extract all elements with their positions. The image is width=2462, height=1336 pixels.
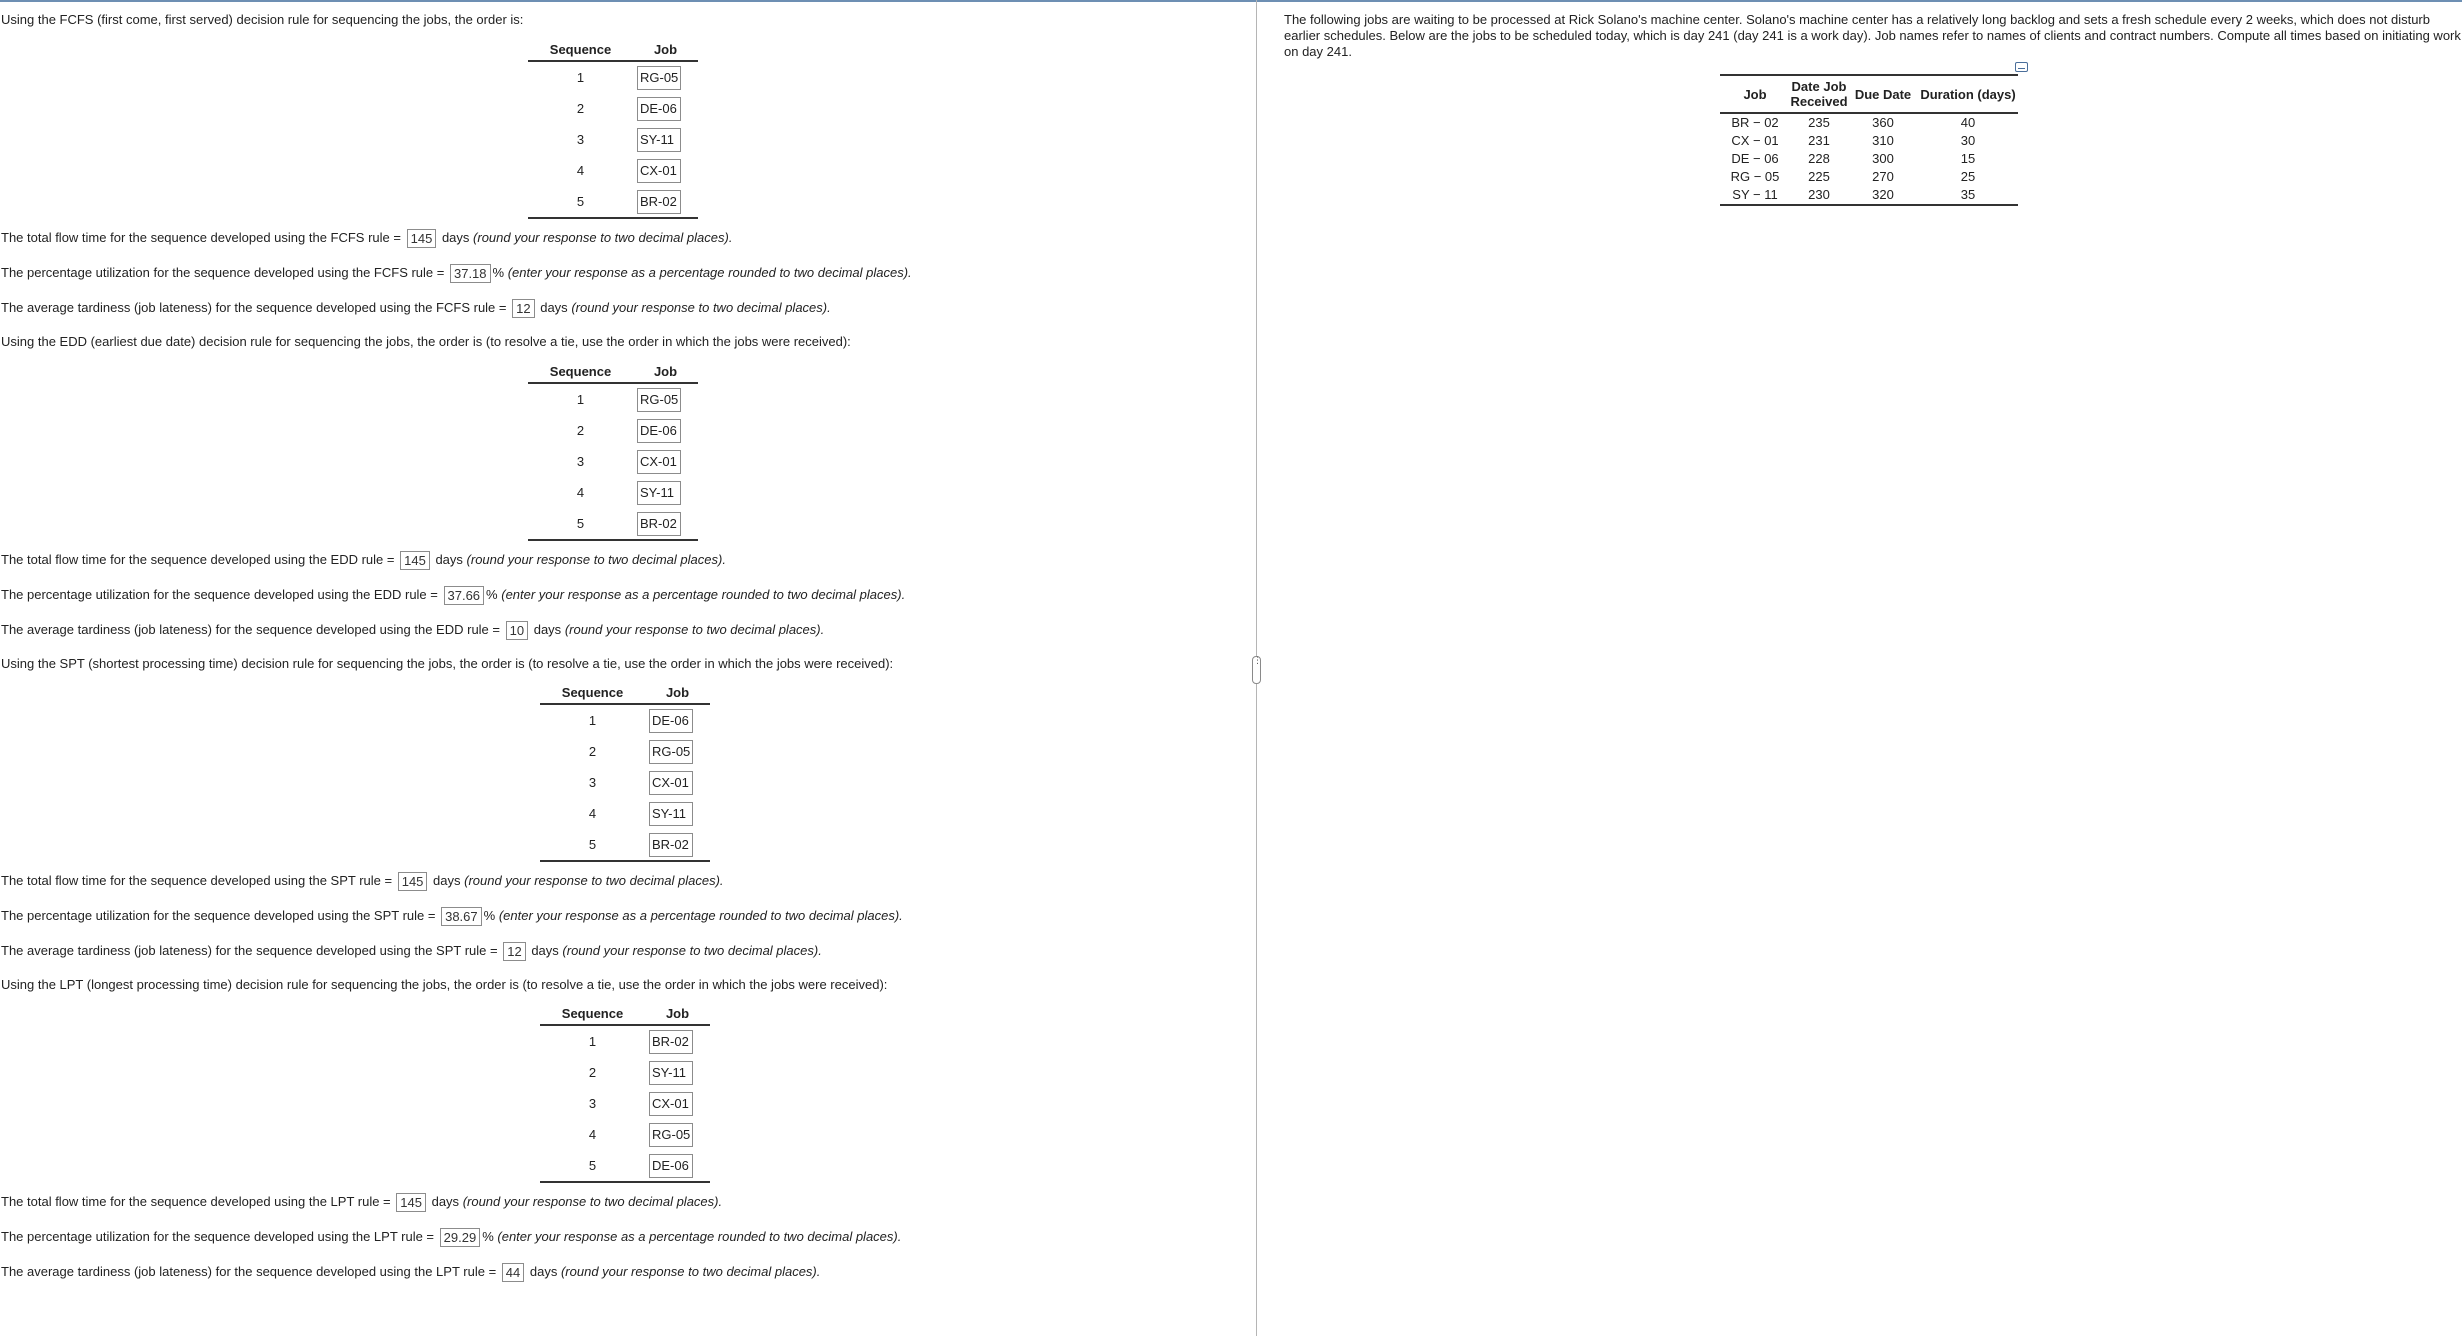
col-sequence-header: Sequence: [540, 1004, 645, 1025]
table-row: 5 BR-02: [528, 186, 698, 218]
spt-util-line: The percentage utilization for the sequence developed using the SPT rule = 38.67 % (enter your response as a percentage rounded to two decimal places).: [1, 907, 903, 924]
table-row: 1 DE-06: [540, 704, 710, 736]
col-job-header: Job: [645, 1004, 710, 1025]
fcfs-intro: Using the FCFS (first come, first served) decision rule for sequencing the jobs, the order is:: [1, 12, 524, 27]
job-answer-box[interactable]: BR-02: [637, 512, 681, 536]
lpt-flow-line: The total flow time for the sequence developed using the LPT rule = 145 days (round your response to two decimal places).: [1, 1193, 723, 1210]
table-row: 4 RG-05: [540, 1119, 710, 1150]
fcfs-util-answer[interactable]: 37.18: [450, 264, 491, 283]
job-answer-box[interactable]: CX-01: [649, 1092, 693, 1116]
table-row: 4 SY-11: [528, 477, 698, 508]
table-row: 2 RG-05: [540, 736, 710, 767]
lpt-util-line: The percentage utilization for the sequence developed using the LPT rule = 29.29 % (enter your response as a percentage rounded to two decimal places).: [1, 1228, 902, 1245]
table-row: 5 BR-02: [528, 508, 698, 540]
lpt-tardiness-line: The average tardiness (job lateness) for the sequence developed using the LPT rule = 44 days (round your response to two decimal places).: [1, 1263, 821, 1280]
table-row: 2 SY-11: [540, 1057, 710, 1088]
edd-tardiness-answer[interactable]: 10: [506, 621, 528, 640]
job-answer-box[interactable]: RG-05: [649, 740, 693, 764]
job-answer-box[interactable]: CX-01: [649, 771, 693, 795]
job-answer-box[interactable]: BR-02: [649, 1030, 693, 1054]
problem-statement: The following jobs are waiting to be processed at Rick Solano's machine center. Solano's machine center has a relatively long backlog and sets a fresh schedule every 2 weeks, which does not disturb earlier schedules. Below are the jobs to be scheduled today, which is day 241 (day 241 is a work day). Job names refer to names of clients and contract numbers. Compute all times based on initiating work on day 241.: [1284, 12, 2461, 59]
job-answer-box[interactable]: CX-01: [637, 159, 681, 183]
job-answer-box[interactable]: CX-01: [637, 450, 681, 474]
table-row: 5 DE-06: [540, 1150, 710, 1182]
table-row: 3 SY-11: [528, 124, 698, 155]
col-sequence-header: Sequence: [540, 683, 645, 704]
fcfs-util-line: The percentage utilization for the sequence developed using the FCFS rule = 37.18 % (enter your response as a percentage rounded to two decimal places).: [1, 264, 912, 281]
table-row: DE − 06 228 300 15: [1731, 151, 1976, 166]
table-row: 2 DE-06: [528, 93, 698, 124]
job-answer-box[interactable]: RG-05: [637, 388, 681, 412]
job-answer-box[interactable]: SY-11: [637, 128, 681, 152]
fcfs-flow-answer[interactable]: 145: [407, 229, 437, 248]
lpt-util-answer[interactable]: 29.29: [440, 1228, 481, 1247]
table-row: 3 CX-01: [540, 767, 710, 798]
fcfs-tardiness-answer[interactable]: 12: [512, 299, 534, 318]
col-job-header: Job: [633, 362, 698, 383]
fcfs-tardiness-line: The average tardiness (job lateness) for the sequence developed using the FCFS rule = 12 days (round your response to two decimal places).: [1, 299, 831, 316]
table-row: 1 RG-05: [528, 61, 698, 93]
lpt-intro: Using the LPT (longest processing time) decision rule for sequencing the jobs, the order is (to resolve a tie, use the order in which the jobs were received):: [1, 977, 888, 992]
table-row: 3 CX-01: [540, 1088, 710, 1119]
col-sequence-header: Sequence: [528, 40, 633, 61]
table-row: 4 SY-11: [540, 798, 710, 829]
job-answer-box[interactable]: RG-05: [649, 1123, 693, 1147]
job-answer-box[interactable]: SY-11: [649, 1061, 693, 1085]
pane-resize-handle[interactable]: ⋮: [1252, 656, 1261, 684]
table-row: CX − 01 231 310 30: [1731, 133, 1976, 148]
col-duration-header: Duration (days): [1918, 75, 2018, 113]
table-row: 1 RG-05: [528, 383, 698, 415]
edd-flow-line: The total flow time for the sequence developed using the EDD rule = 145 days (round your response to two decimal places).: [1, 551, 726, 568]
col-job-header: Job: [1720, 75, 1790, 113]
job-answer-box[interactable]: DE-06: [637, 419, 681, 443]
table-row: 4 CX-01: [528, 155, 698, 186]
edd-sequence-table: [528, 362, 698, 541]
col-sequence-header: Sequence: [528, 362, 633, 383]
job-answer-box[interactable]: RG-05: [637, 66, 681, 90]
edd-util-line: The percentage utilization for the sequence developed using the EDD rule = 37.66 % (enter your response as a percentage rounded to two decimal places).: [1, 586, 906, 603]
table-row: 1 BR-02: [540, 1025, 710, 1057]
spt-flow-answer[interactable]: 145: [398, 872, 428, 891]
job-answer-box[interactable]: BR-02: [637, 190, 681, 214]
fcfs-flow-line: The total flow time for the sequence developed using the FCFS rule = 145 days (round your response to two decimal places).: [1, 229, 733, 246]
lpt-tardiness-answer[interactable]: 44: [502, 1263, 524, 1282]
col-received-header: Date Job Received: [1790, 75, 1848, 113]
edd-tardiness-line: The average tardiness (job lateness) for the sequence developed using the EDD rule = 10 days (round your response to two decimal places).: [1, 621, 825, 638]
spt-util-answer[interactable]: 38.67: [441, 907, 482, 926]
fcfs-sequence-table: [528, 40, 698, 219]
table-row: 3 CX-01: [528, 446, 698, 477]
spt-tardiness-line: The average tardiness (job lateness) for the sequence developed using the SPT rule = 12 days (round your response to two decimal places).: [1, 942, 822, 959]
table-row: 5 BR-02: [540, 829, 710, 861]
job-answer-box[interactable]: DE-06: [649, 709, 693, 733]
edd-intro: Using the EDD (earliest due date) decision rule for sequencing the jobs, the order is (to resolve a tie, use the order in which the jobs were received):: [1, 334, 851, 349]
col-job-header: Job: [633, 40, 698, 61]
col-job-header: Job: [645, 683, 710, 704]
spt-intro: Using the SPT (shortest processing time) decision rule for sequencing the jobs, the order is (to resolve a tie, use the order in which the jobs were received):: [1, 656, 894, 671]
copy-icon[interactable]: [2015, 62, 2028, 72]
job-answer-box[interactable]: DE-06: [649, 1154, 693, 1178]
table-row: SY − 11 230 320 35: [1720, 186, 2018, 205]
jobs-data-table: [1720, 74, 2018, 206]
edd-util-answer[interactable]: 37.66: [444, 586, 485, 605]
spt-flow-line: The total flow time for the sequence developed using the SPT rule = 145 days (round your response to two decimal places).: [1, 872, 724, 889]
table-row: RG − 05 225 270 25: [1730, 169, 1976, 184]
job-answer-box[interactable]: DE-06: [637, 97, 681, 121]
table-row: 2 DE-06: [528, 415, 698, 446]
table-row: BR − 02 235 360 40: [1731, 115, 1976, 130]
lpt-sequence-table: [540, 1004, 710, 1183]
job-answer-box[interactable]: SY-11: [649, 802, 693, 826]
spt-sequence-table: [540, 683, 710, 862]
lpt-flow-answer[interactable]: 145: [396, 1193, 426, 1212]
job-answer-box[interactable]: BR-02: [649, 833, 693, 857]
spt-tardiness-answer[interactable]: 12: [503, 942, 525, 961]
edd-flow-answer[interactable]: 145: [400, 551, 430, 570]
col-due-header: Due Date: [1848, 75, 1918, 113]
job-answer-box[interactable]: SY-11: [637, 481, 681, 505]
